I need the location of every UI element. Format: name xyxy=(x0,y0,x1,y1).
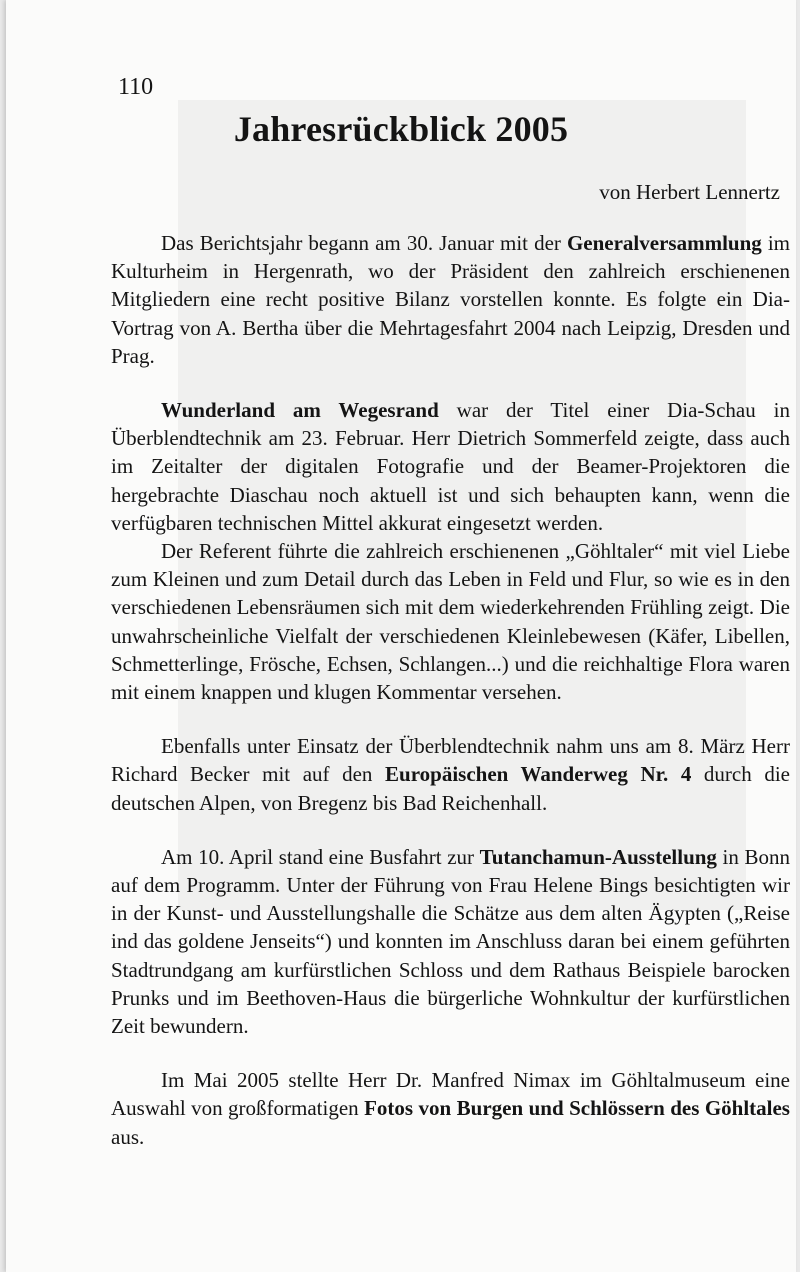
book-page xyxy=(6,0,796,1272)
text-run: in Bonn auf dem Programm. Unter der Führung von Frau Helene Bings besichtigten wir in der Kunst- und Ausstellungshalle die Schätze aus dem alten Ägypten („Reise ind das goldene Jenseits“) und konnten im Anschluss daran bei einem geführten Stadtrundgang am kurfürstlichen Schloss und dem Rathaus Beispiele barocken Prunks und im Beethoven-Haus die bürgerliche Wohnkultur der kurfürstlichen Zeit bewundern. xyxy=(111,844,790,1039)
article-body xyxy=(111,229,790,1151)
text-run: Das Berichtsjahr begann am 30. Januar mit der xyxy=(161,231,567,255)
text-run: aus. xyxy=(111,1124,145,1149)
paragraph xyxy=(111,229,790,370)
text-run: war der Titel einer Dia-Schau in Überblendtechnik am 23. Februar. Herr Dietrich Sommerfeld zeigte, dass auch im Zeitalter der digitalen Fotografie und der Beamer-Projektoren die hergebrachte Diaschau noch aktuell ist und sich behaupten kann, wenn die verfügbaren technischen Mittel akkurat eingesetzt werden. xyxy=(111,398,790,535)
paragraph xyxy=(111,396,790,537)
text-run: Am 10. April stand eine Busfahrt zur xyxy=(161,844,480,869)
paragraph xyxy=(111,537,790,706)
bold-text: Europäischen Wanderweg Nr. 4 xyxy=(385,762,692,787)
text-run: Der Referent führte die zahlreich erschienenen „Göhltaler“ mit viel Liebe zum Kleinen und zum Detail durch das Leben in Feld und Flur, so wie es in den verschiedenen Lebensräumen sich mit dem wiederkehrenden Frühling zeigt. Die unwahrscheinliche Vielfalt der verschiedenen Kleinlebewesen (Käfer, Libellen, Schmetterlinge, Frösche, Echsen, Schlangen...) und die reichhaltige Flora waren mit einem knappen und klugen Kommentar versehen. xyxy=(111,539,790,705)
author-byline: von Herbert Lennertz xyxy=(599,180,780,204)
text-run: im Kulturheim in Hergenrath, wo der Präsident den zahlreich erschienenen Mitgliedern eine recht positive Bilanz vorstellen konnte. Es folgte ein Dia-Vortrag von A. Bertha über die Mehrtagesfahrt 2004 nach Leipzig, Dresden und Prag. xyxy=(111,231,790,368)
article-title: Jahresrückblick 2005 xyxy=(233,109,569,149)
text-run: Ebenfalls unter Einsatz der Überblendtechnik nahm uns am 8. März Herr Richard Becker mit auf den xyxy=(111,734,790,787)
bold-text: Wunderland am Wegesrand xyxy=(161,398,439,423)
page-number: 110 xyxy=(118,74,154,100)
bold-text: Generalversammlung xyxy=(566,231,762,255)
paragraph xyxy=(111,843,790,1040)
paragraph xyxy=(111,732,790,817)
text-run: durch die deutschen Alpen, von Bregenz bis Bad Reichenhall. xyxy=(111,762,790,815)
paragraph xyxy=(111,1066,790,1151)
text-run: Im Mai 2005 stellte Herr Dr. Manfred Nimax im Göhltalmuseum eine Auswahl von großformatigen xyxy=(111,1068,790,1121)
bold-text: Fotos von Burgen und Schlössern des Göhltales xyxy=(364,1096,790,1121)
bold-text: Tutanchamun-Ausstellung xyxy=(479,844,717,869)
